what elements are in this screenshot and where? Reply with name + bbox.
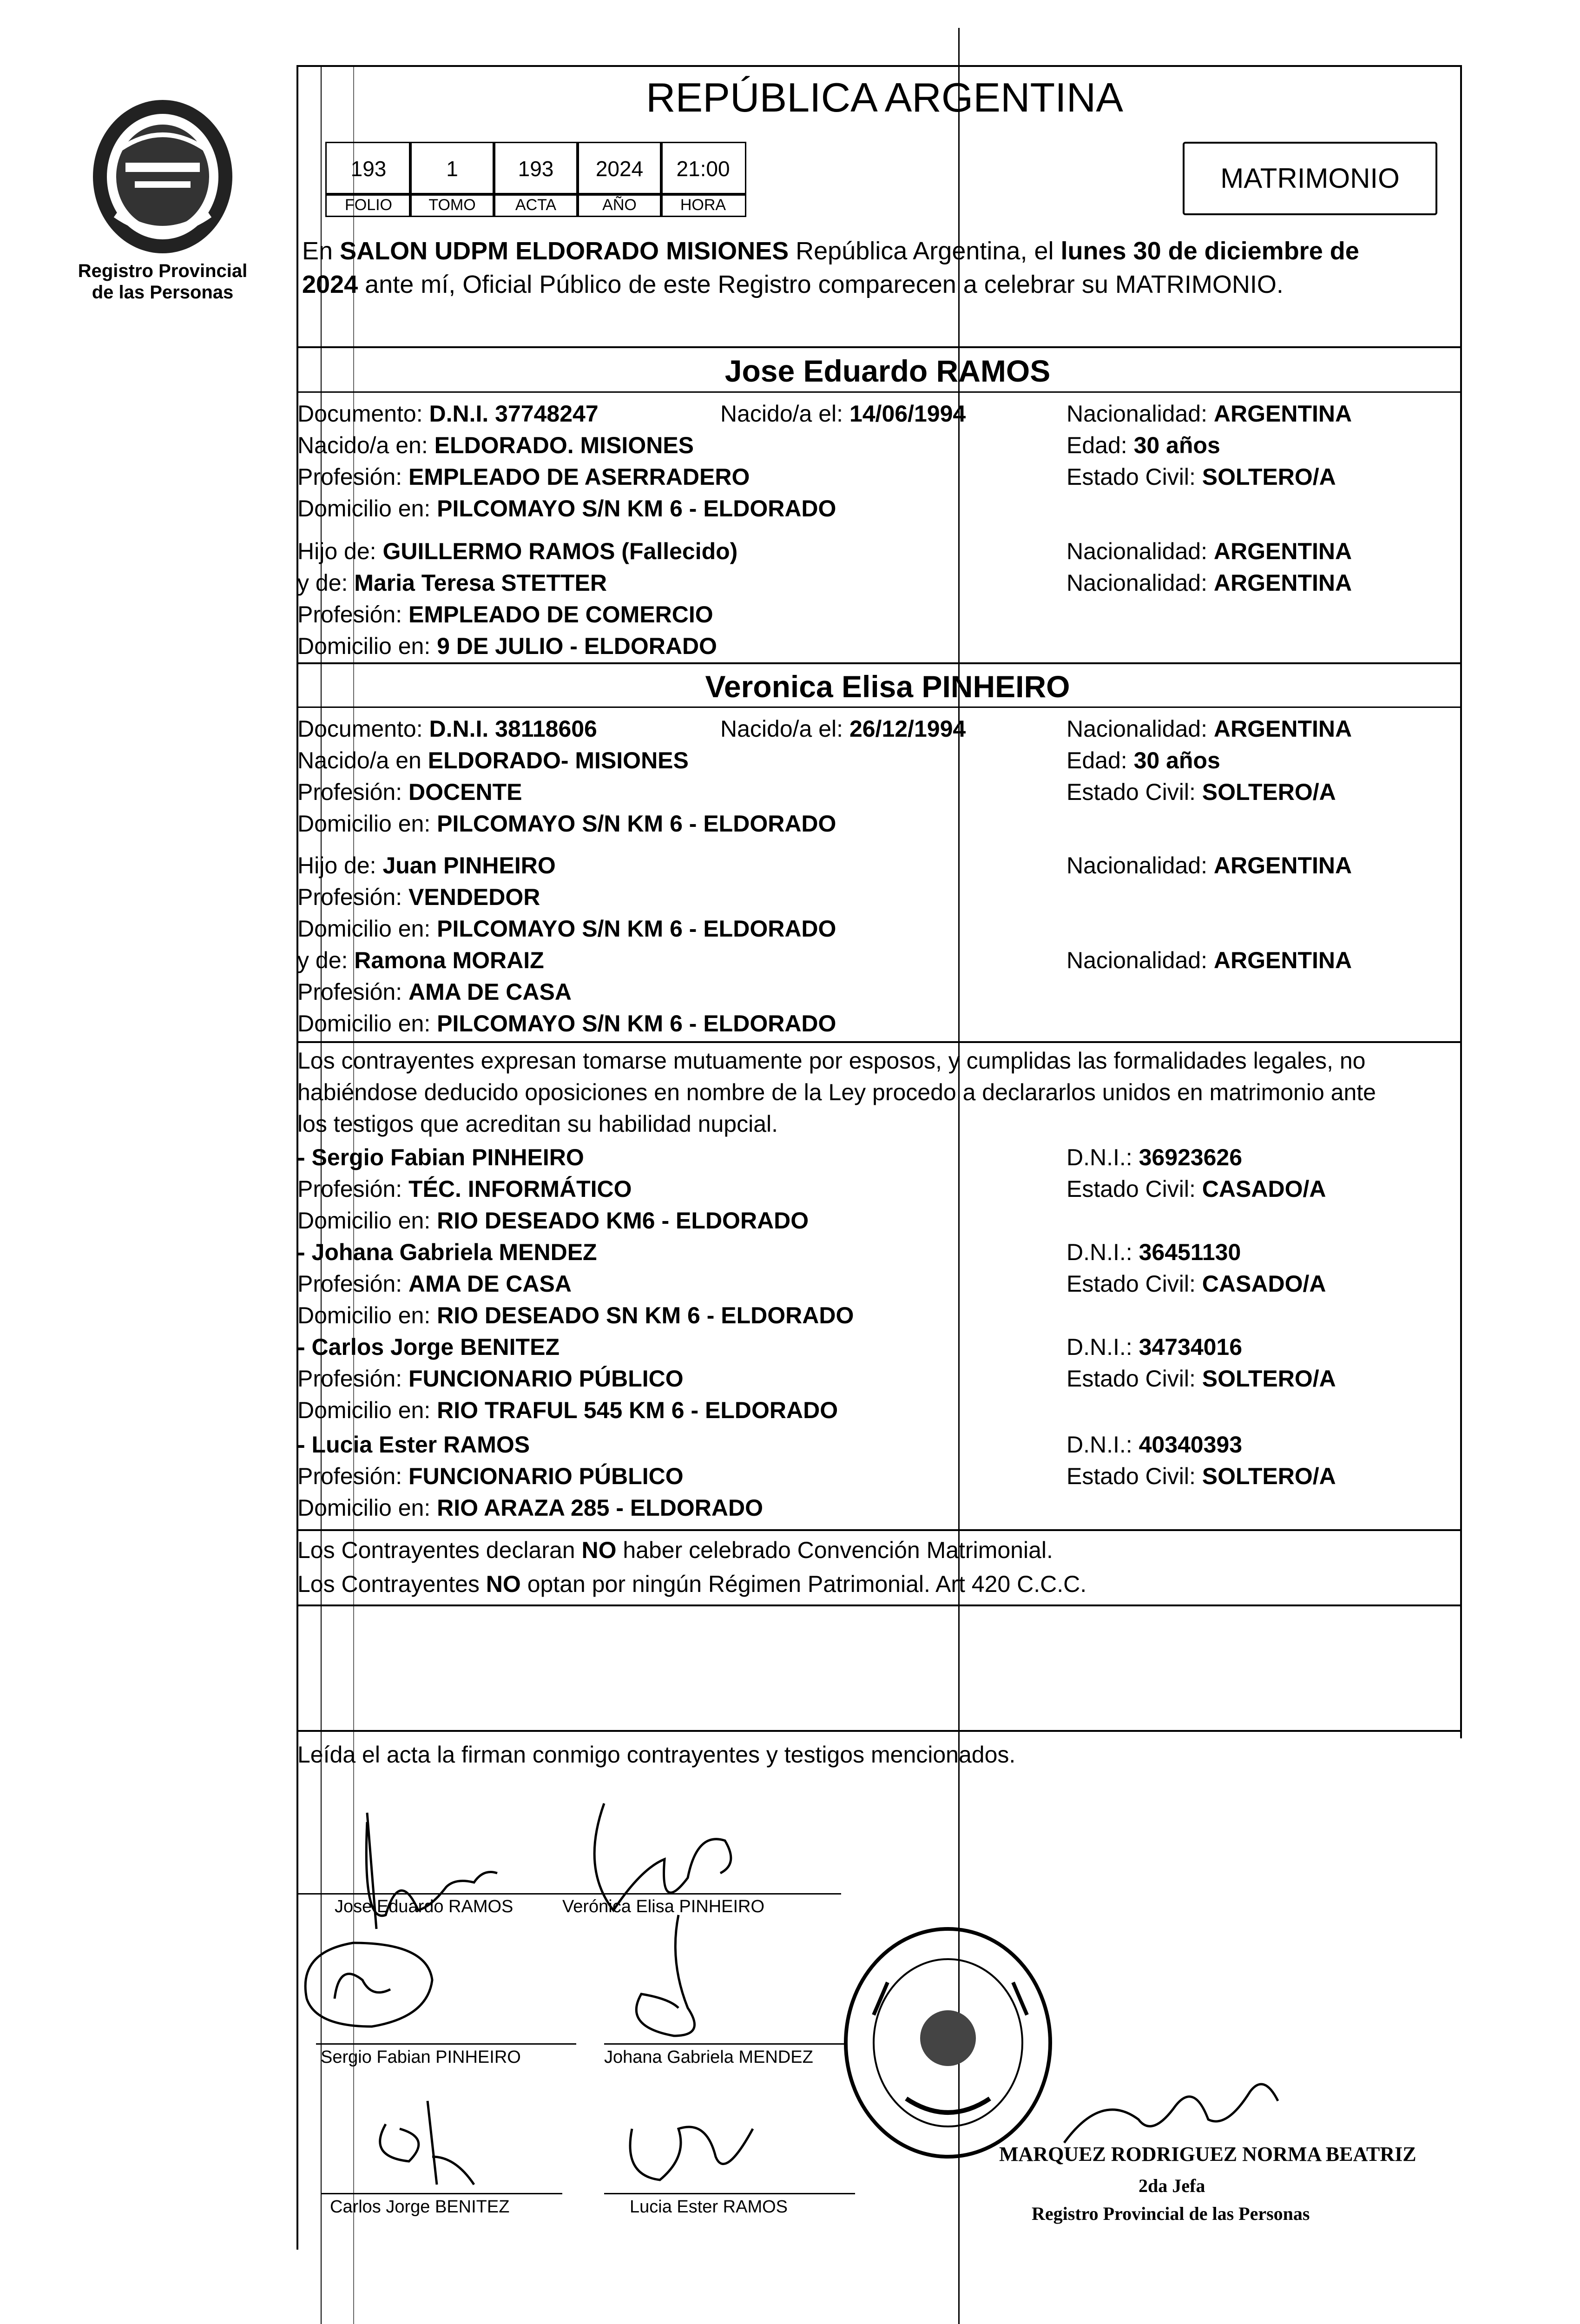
acta-label: ACTA — [493, 193, 579, 217]
witness-1-dni — [1066, 1143, 1242, 1171]
witness-4-home-value: RIO ARAZA 285 - ELDORADO — [437, 1495, 764, 1521]
label: Domicilio en: — [297, 811, 437, 837]
witness-1-home-value: RIO DESEADO KM6 - ELDORADO — [437, 1208, 809, 1234]
spouse1-nat — [1066, 400, 1352, 428]
doc-type-label: MATRIMONIO — [1220, 163, 1400, 194]
label: Estado Civil: — [1066, 464, 1202, 490]
divider-intro — [296, 346, 1462, 348]
registry-caption-line1: Registro Provincial — [78, 261, 248, 281]
officer-office: Registro Provincial de las Personas — [1032, 2203, 1310, 2224]
sig-caption-6: Lucia Ester RAMOS — [630, 2197, 788, 2217]
frame-right-border — [1460, 65, 1462, 1738]
spouse1-job — [297, 463, 750, 491]
label: Estado Civil: — [1066, 1463, 1202, 1489]
sig-line-1 — [297, 1893, 572, 1895]
spouse1-job-value: EMPLEADO DE ASERRADERO — [408, 464, 750, 490]
acta-value: 193 — [493, 142, 579, 196]
spouse1-parents-job — [297, 601, 713, 628]
convention-text-2a: Los Contrayentes — [297, 1571, 486, 1597]
spouse1-mother — [297, 569, 607, 597]
label: Estado Civil: — [1066, 779, 1202, 805]
witness-2-dni-value: 36451130 — [1139, 1239, 1241, 1265]
spouse1-mother-value: Maria Teresa STETTER — [354, 570, 607, 596]
ano-label: AÑO — [576, 193, 663, 217]
label: Nacionalidad: — [1066, 947, 1214, 973]
spouse2-doc — [297, 715, 597, 743]
signature-3 — [305, 1943, 432, 2027]
signature-5 — [380, 2101, 474, 2185]
witness-3-dni-value: 34734016 — [1139, 1334, 1243, 1360]
label: Domicilio en: — [297, 633, 437, 659]
intro-line-1 — [302, 236, 1359, 266]
witness-4-home — [297, 1494, 763, 1522]
witness-4-dni-value: 40340393 — [1139, 1432, 1243, 1458]
witness-4-dni — [1066, 1431, 1242, 1459]
ano-value: 2024 — [576, 142, 663, 196]
spouse2-mother-job — [297, 978, 572, 1006]
label: Estado Civil: — [1066, 1176, 1202, 1202]
witness-3-dni — [1066, 1333, 1242, 1361]
sig-line-2 — [553, 1893, 841, 1895]
spouse2-age — [1066, 746, 1220, 774]
divider-empty-section — [296, 1604, 1462, 1606]
label: Domicilio en: — [297, 1208, 437, 1234]
spouse2-father-home — [297, 915, 836, 943]
intro-text-1: En — [302, 237, 340, 265]
label: Estado Civil: — [1066, 1366, 1202, 1392]
witness-3-job-value: FUNCIONARIO PÚBLICO — [408, 1366, 684, 1392]
spouse1-mother-nat — [1066, 569, 1352, 597]
registry-caption — [60, 260, 265, 303]
label: D.N.I.: — [1066, 1334, 1139, 1360]
spouse1-age-value: 30 años — [1133, 432, 1220, 458]
spouse1-age — [1066, 431, 1220, 459]
convention-text-1c: haber celebrado Convención Matrimonial. — [616, 1537, 1053, 1563]
registry-seal-icon — [836, 1922, 1060, 2164]
sig-line-6 — [604, 2193, 855, 2194]
spouse1-birthplace — [297, 431, 694, 459]
sig-line-4 — [604, 2043, 846, 2045]
spouse2-father-job — [297, 883, 540, 911]
spouse1-civil-value: SOLTERO/A — [1202, 464, 1336, 490]
hora-value: 21:00 — [660, 142, 746, 196]
label: Profesión: — [297, 1463, 409, 1489]
spouse2-mother-job-value: AMA DE CASA — [408, 979, 572, 1005]
spouse1-mother-nat-value: ARGENTINA — [1213, 570, 1352, 596]
intro-line-2 — [302, 270, 1284, 299]
label: Profesión: — [297, 464, 409, 490]
label: D.N.I.: — [1066, 1239, 1139, 1265]
declaration-line-3: los testigos que acreditan su habilidad nupcial. — [297, 1111, 778, 1137]
witness-4-name: - Lucia Ester RAMOS — [297, 1432, 530, 1458]
divider-spouse2-name — [296, 706, 1462, 708]
spouse2-father-nat — [1066, 852, 1352, 879]
spouse1-born — [720, 400, 966, 428]
spouse2-mother — [297, 946, 544, 974]
witness-2-home-value: RIO DESEADO SN KM 6 - ELDORADO — [437, 1302, 854, 1328]
officer-name: MARQUEZ RODRIGUEZ NORMA BEATRIZ — [999, 2143, 1416, 2166]
signature-6 — [630, 2127, 753, 2180]
spouse1-name: Jose Eduardo RAMOS — [724, 354, 1051, 388]
spouse2-born — [720, 715, 966, 743]
spouse2-mother-home — [297, 1010, 836, 1037]
label: Nacido/a el: — [720, 716, 849, 742]
spouse1-home-value: PILCOMAYO S/N KM 6 - ELDORADO — [437, 495, 836, 522]
ceremony-date-b: 2024 — [302, 271, 358, 298]
spouse1-parents-home — [297, 632, 717, 660]
label: Nacionalidad: — [1066, 716, 1214, 742]
officer-title: 2da Jefa — [1139, 2175, 1205, 2196]
spouse2-father-nat-value: ARGENTINA — [1213, 852, 1352, 878]
label: Hijo de: — [297, 538, 383, 564]
witness-1-dni-value: 36923626 — [1139, 1144, 1243, 1170]
ceremony-date-a: lunes 30 de diciembre de — [1060, 237, 1359, 265]
intro-text-2: República Argentina, el — [789, 237, 1061, 265]
witness-4-civil — [1066, 1462, 1336, 1490]
label: Nacido/a el: — [720, 401, 849, 427]
label: Edad: — [1066, 747, 1134, 773]
sig-caption-4: Johana Gabriela MENDEZ — [604, 2047, 813, 2067]
divider-declaration — [296, 1041, 1462, 1043]
witness-1-home — [297, 1207, 809, 1235]
witness-2-home — [297, 1301, 854, 1329]
label: Domicilio en: — [297, 1302, 437, 1328]
spouse2-father — [297, 852, 556, 879]
divider-spouse1-name — [296, 391, 1462, 393]
label: Domicilio en: — [297, 916, 437, 942]
label: Profesión: — [297, 979, 409, 1005]
sig-caption-1: Jose Eduardo RAMOS — [335, 1897, 514, 1916]
witness-3-home — [297, 1396, 838, 1424]
spouse2-nat — [1066, 715, 1352, 743]
label: Hijo de: — [297, 852, 383, 878]
tomo-label: TOMO — [409, 193, 495, 217]
witness-1-name-value: Sergio Fabian PINHEIRO — [311, 1144, 584, 1170]
province-emblem-icon — [84, 93, 242, 260]
label: Profesión: — [297, 1366, 409, 1392]
spouse1-civil — [1066, 463, 1336, 491]
label: Profesión: — [297, 601, 409, 627]
label: Documento: — [297, 401, 429, 427]
convention-text-1a: Los Contrayentes declaran — [297, 1537, 582, 1563]
doc-type-box — [1183, 142, 1437, 215]
convention-line-1 — [297, 1536, 1053, 1564]
witness-2-name-value: Johana Gabriela MENDEZ — [311, 1239, 597, 1265]
witness-1-job-value: TÉC. INFORMÁTICO — [408, 1176, 632, 1202]
label: Documento: — [297, 716, 429, 742]
witness-3-home-value: RIO TRAFUL 545 KM 6 - ELDORADO — [437, 1397, 838, 1423]
label: Nacido/a en — [297, 747, 428, 773]
closing-text: Leída el acta la firman conmigo contrayentes y testigos mencionados. — [297, 1742, 1016, 1768]
witness-2-job — [297, 1270, 572, 1298]
spouse2-birthplace-value: ELDORADO- MISIONES — [428, 747, 689, 773]
province-logo — [84, 93, 242, 260]
label: Profesión: — [297, 1176, 409, 1202]
spouse2-doc-value: D.N.I. 38118606 — [429, 716, 597, 742]
witness-2-dni — [1066, 1238, 1241, 1266]
label: Nacionalidad: — [1066, 538, 1214, 564]
signature-4 — [636, 1915, 694, 2036]
label: Domicilio en: — [297, 1010, 437, 1037]
witness-2-name: - Johana Gabriela MENDEZ — [297, 1239, 597, 1265]
label: y de: — [297, 947, 355, 973]
spouse1-father-nat-value: ARGENTINA — [1213, 538, 1352, 564]
label: Profesión: — [297, 779, 409, 805]
label: Domicilio en: — [297, 495, 437, 522]
ceremony-place: SALON UDPM ELDORADO MISIONES — [340, 237, 789, 265]
label: Nacionalidad: — [1066, 852, 1214, 878]
witness-2-civil — [1066, 1270, 1326, 1298]
spouse1-nat-value: ARGENTINA — [1213, 401, 1352, 427]
hora-label: HORA — [660, 193, 746, 217]
declaration-line-1: Los contrayentes expresan tomarse mutuamente por esposos, y cumplidas las formalidades legales, no — [297, 1048, 1366, 1074]
label: Nacido/a en: — [297, 432, 434, 458]
divider-closing — [296, 1730, 1462, 1732]
sig-caption-2: Verónica Elisa PINHEIRO — [562, 1897, 765, 1916]
convention-text-2c: optan por ningún Régimen Patrimonial. Art 420 C.C.C. — [520, 1571, 1087, 1597]
spouse1-born-value: 14/06/1994 — [849, 401, 966, 427]
spouse2-nat-value: ARGENTINA — [1213, 716, 1352, 742]
spouse2-home — [297, 810, 836, 838]
spouse2-job-value: DOCENTE — [408, 779, 522, 805]
spouse2-father-home-value: PILCOMAYO S/N KM 6 - ELDORADO — [437, 916, 836, 942]
witness-3-name-value: Carlos Jorge BENITEZ — [311, 1334, 560, 1360]
spouse2-born-value: 26/12/1994 — [849, 716, 966, 742]
spouse1-doc — [297, 400, 599, 428]
divider-convention — [296, 1529, 1462, 1531]
registry-caption-line2: de las Personas — [92, 282, 234, 303]
sig-caption-5: Carlos Jorge BENITEZ — [330, 2197, 510, 2217]
spouse2-mother-nat-value: ARGENTINA — [1213, 947, 1352, 973]
spouse2-civil — [1066, 778, 1336, 806]
sig-line-3 — [316, 2043, 576, 2045]
witness-3-job — [297, 1365, 684, 1393]
spouse1-home — [297, 495, 836, 522]
spouse1-birthplace-value: ELDORADO. MISIONES — [434, 432, 694, 458]
spouse1-parents-home-value: 9 DE JULIO - ELDORADO — [437, 633, 717, 659]
sig-caption-3: Sergio Fabian PINHEIRO — [321, 2047, 521, 2067]
sig-line-5 — [321, 2193, 562, 2194]
spouse1-doc-value: D.N.I. 37748247 — [429, 401, 599, 427]
label: y de: — [297, 570, 355, 596]
witness-4-job-value: FUNCIONARIO PÚBLICO — [408, 1463, 684, 1489]
spouse2-father-value: Juan PINHEIRO — [382, 852, 556, 878]
folio-label: FOLIO — [325, 193, 412, 217]
label: Estado Civil: — [1066, 1271, 1202, 1297]
folio-value: 193 — [325, 142, 412, 196]
spouse2-home-value: PILCOMAYO S/N KM 6 - ELDORADO — [437, 811, 836, 837]
convention-text-2b: NO — [486, 1571, 521, 1597]
signature-marks — [279, 1776, 883, 2240]
registry-fields-table — [325, 142, 757, 221]
witness-3-name: - Carlos Jorge BENITEZ — [297, 1334, 560, 1360]
spouse1-father — [297, 537, 737, 565]
tomo-value: 1 — [409, 142, 495, 196]
witness-2-job-value: AMA DE CASA — [408, 1271, 572, 1297]
convention-line-2 — [297, 1570, 1086, 1598]
declaration-line-2: habiéndose deducido oposiciones en nombre de la Ley procedo a declararlos unidos en matrimonio ante — [297, 1079, 1376, 1105]
label: Domicilio en: — [297, 1397, 437, 1423]
witness-4-civil-value: SOLTERO/A — [1202, 1463, 1336, 1489]
witness-2-civil-value: CASADO/A — [1202, 1271, 1326, 1297]
witness-1-job — [297, 1175, 632, 1203]
witness-3-civil — [1066, 1365, 1336, 1393]
label: D.N.I.: — [1066, 1144, 1139, 1170]
spouse2-age-value: 30 años — [1133, 747, 1220, 773]
witness-1-civil — [1066, 1175, 1326, 1203]
spouse2-father-job-value: VENDEDOR — [408, 884, 540, 910]
divider-spouse2 — [296, 662, 1462, 664]
label: Nacionalidad: — [1066, 570, 1214, 596]
witness-4-name-value: Lucia Ester RAMOS — [311, 1432, 530, 1458]
page-title: REPÚBLICA ARGENTINA — [646, 74, 1123, 120]
spouse2-mother-value: Ramona MORAIZ — [354, 947, 544, 973]
frame-top-border — [296, 65, 1462, 67]
witness-1-civil-value: CASADO/A — [1202, 1176, 1326, 1202]
spouse2-job — [297, 778, 522, 806]
spouse1-father-value: GUILLERMO RAMOS (Fallecido) — [382, 538, 738, 564]
label: Edad: — [1066, 432, 1134, 458]
witness-3-civil-value: SOLTERO/A — [1202, 1366, 1336, 1392]
label: Nacionalidad: — [1066, 401, 1214, 427]
label: D.N.I.: — [1066, 1432, 1139, 1458]
label: Domicilio en: — [297, 1495, 437, 1521]
spouse2-birthplace — [297, 746, 689, 774]
label: Profesión: — [297, 884, 409, 910]
spouse2-civil-value: SOLTERO/A — [1202, 779, 1336, 805]
convention-text-1b: NO — [581, 1537, 617, 1563]
witness-4-job — [297, 1462, 684, 1490]
spouse1-parents-job-value: EMPLEADO DE COMERCIO — [408, 601, 713, 627]
label: Profesión: — [297, 1271, 409, 1297]
intro-text-3: ante mí, Oficial Público de este Registro comparecen a celebrar su MATRIMONIO. — [358, 271, 1284, 298]
spouse2-mother-nat — [1066, 946, 1352, 974]
spouse2-name: Veronica Elisa PINHEIRO — [705, 669, 1070, 704]
spouse2-mother-home-value: PILCOMAYO S/N KM 6 - ELDORADO — [437, 1010, 836, 1037]
spouse1-father-nat — [1066, 537, 1352, 565]
witness-1-name: - Sergio Fabian PINHEIRO — [297, 1144, 584, 1170]
